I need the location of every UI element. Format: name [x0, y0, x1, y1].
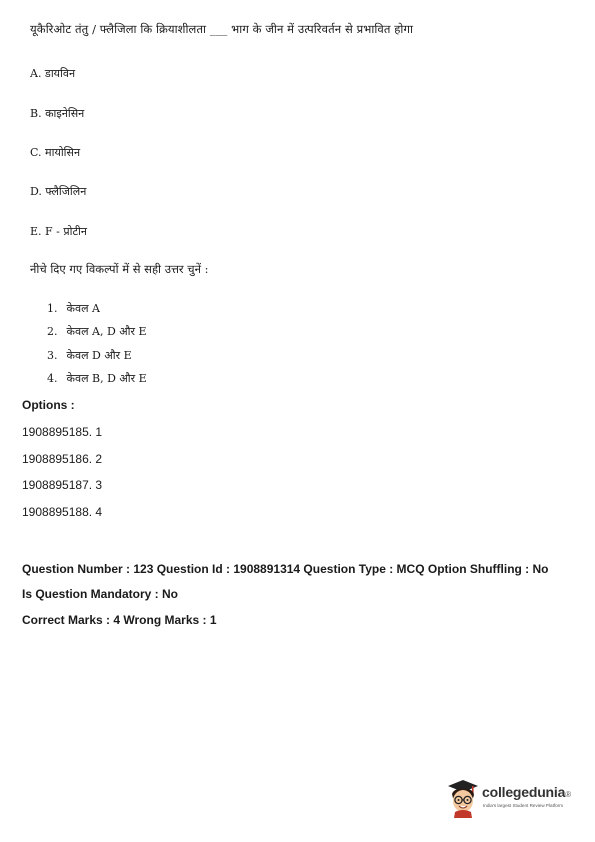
logo-name-text: collegedunia: [482, 784, 566, 800]
choice-3: [47, 348, 132, 363]
choice-4: [47, 371, 147, 386]
mandatory-line: Is Question Mandatory : No: [22, 587, 179, 601]
option-id-2: 1908895186. 2: [22, 452, 103, 466]
statement-d: D. फ्लैजिलिन: [30, 185, 87, 198]
choice-1: [47, 301, 100, 316]
student-mascot-icon: [446, 778, 480, 818]
option-id-1: 1908895185. 1: [22, 425, 103, 439]
instruction-text: नीचे दिए गए विकल्पों में से सही उत्तर चुनें :: [30, 262, 209, 276]
question-text: यूकैरिओट तंतु / फ्लैजिला कि क्रियाशीलता ___ भाग के जीन में उत्परिवर्तन से प्रभावित होगा: [30, 22, 414, 36]
choice-number: 4.: [47, 372, 58, 385]
choice-number: 1.: [47, 302, 58, 315]
choice-2: [47, 324, 147, 339]
options-label: Options :: [22, 398, 75, 412]
choice-text: केवल B, D और E: [66, 372, 147, 385]
logo-wordmark: [482, 784, 571, 800]
logo-registered-mark: ®: [565, 790, 571, 799]
choice-text: केवल A, D और E: [66, 325, 147, 338]
logo-tagline: India's largest Student Review Platform: [483, 803, 564, 808]
choice-text: केवल D और E: [66, 349, 132, 362]
statement-e: E. F - प्रोटीन: [30, 225, 87, 238]
option-id-3: 1908895187. 3: [22, 478, 103, 492]
marks-line: Correct Marks : 4 Wrong Marks : 1: [22, 613, 217, 627]
collegedunia-logo: [446, 778, 576, 826]
choice-text: केवल A: [66, 302, 100, 315]
choice-number: 2.: [47, 325, 58, 338]
statement-c: C. मायोसिन: [30, 146, 81, 159]
choice-number: 3.: [47, 349, 58, 362]
statement-a: A. डायविन: [30, 67, 76, 80]
statement-b: B. काइनेसिन: [30, 107, 85, 120]
option-id-4: 1908895188. 4: [22, 505, 103, 519]
question-meta-line: Question Number : 123 Question Id : 1908891314 Question Type : MCQ Option Shuffling : No: [22, 562, 549, 576]
